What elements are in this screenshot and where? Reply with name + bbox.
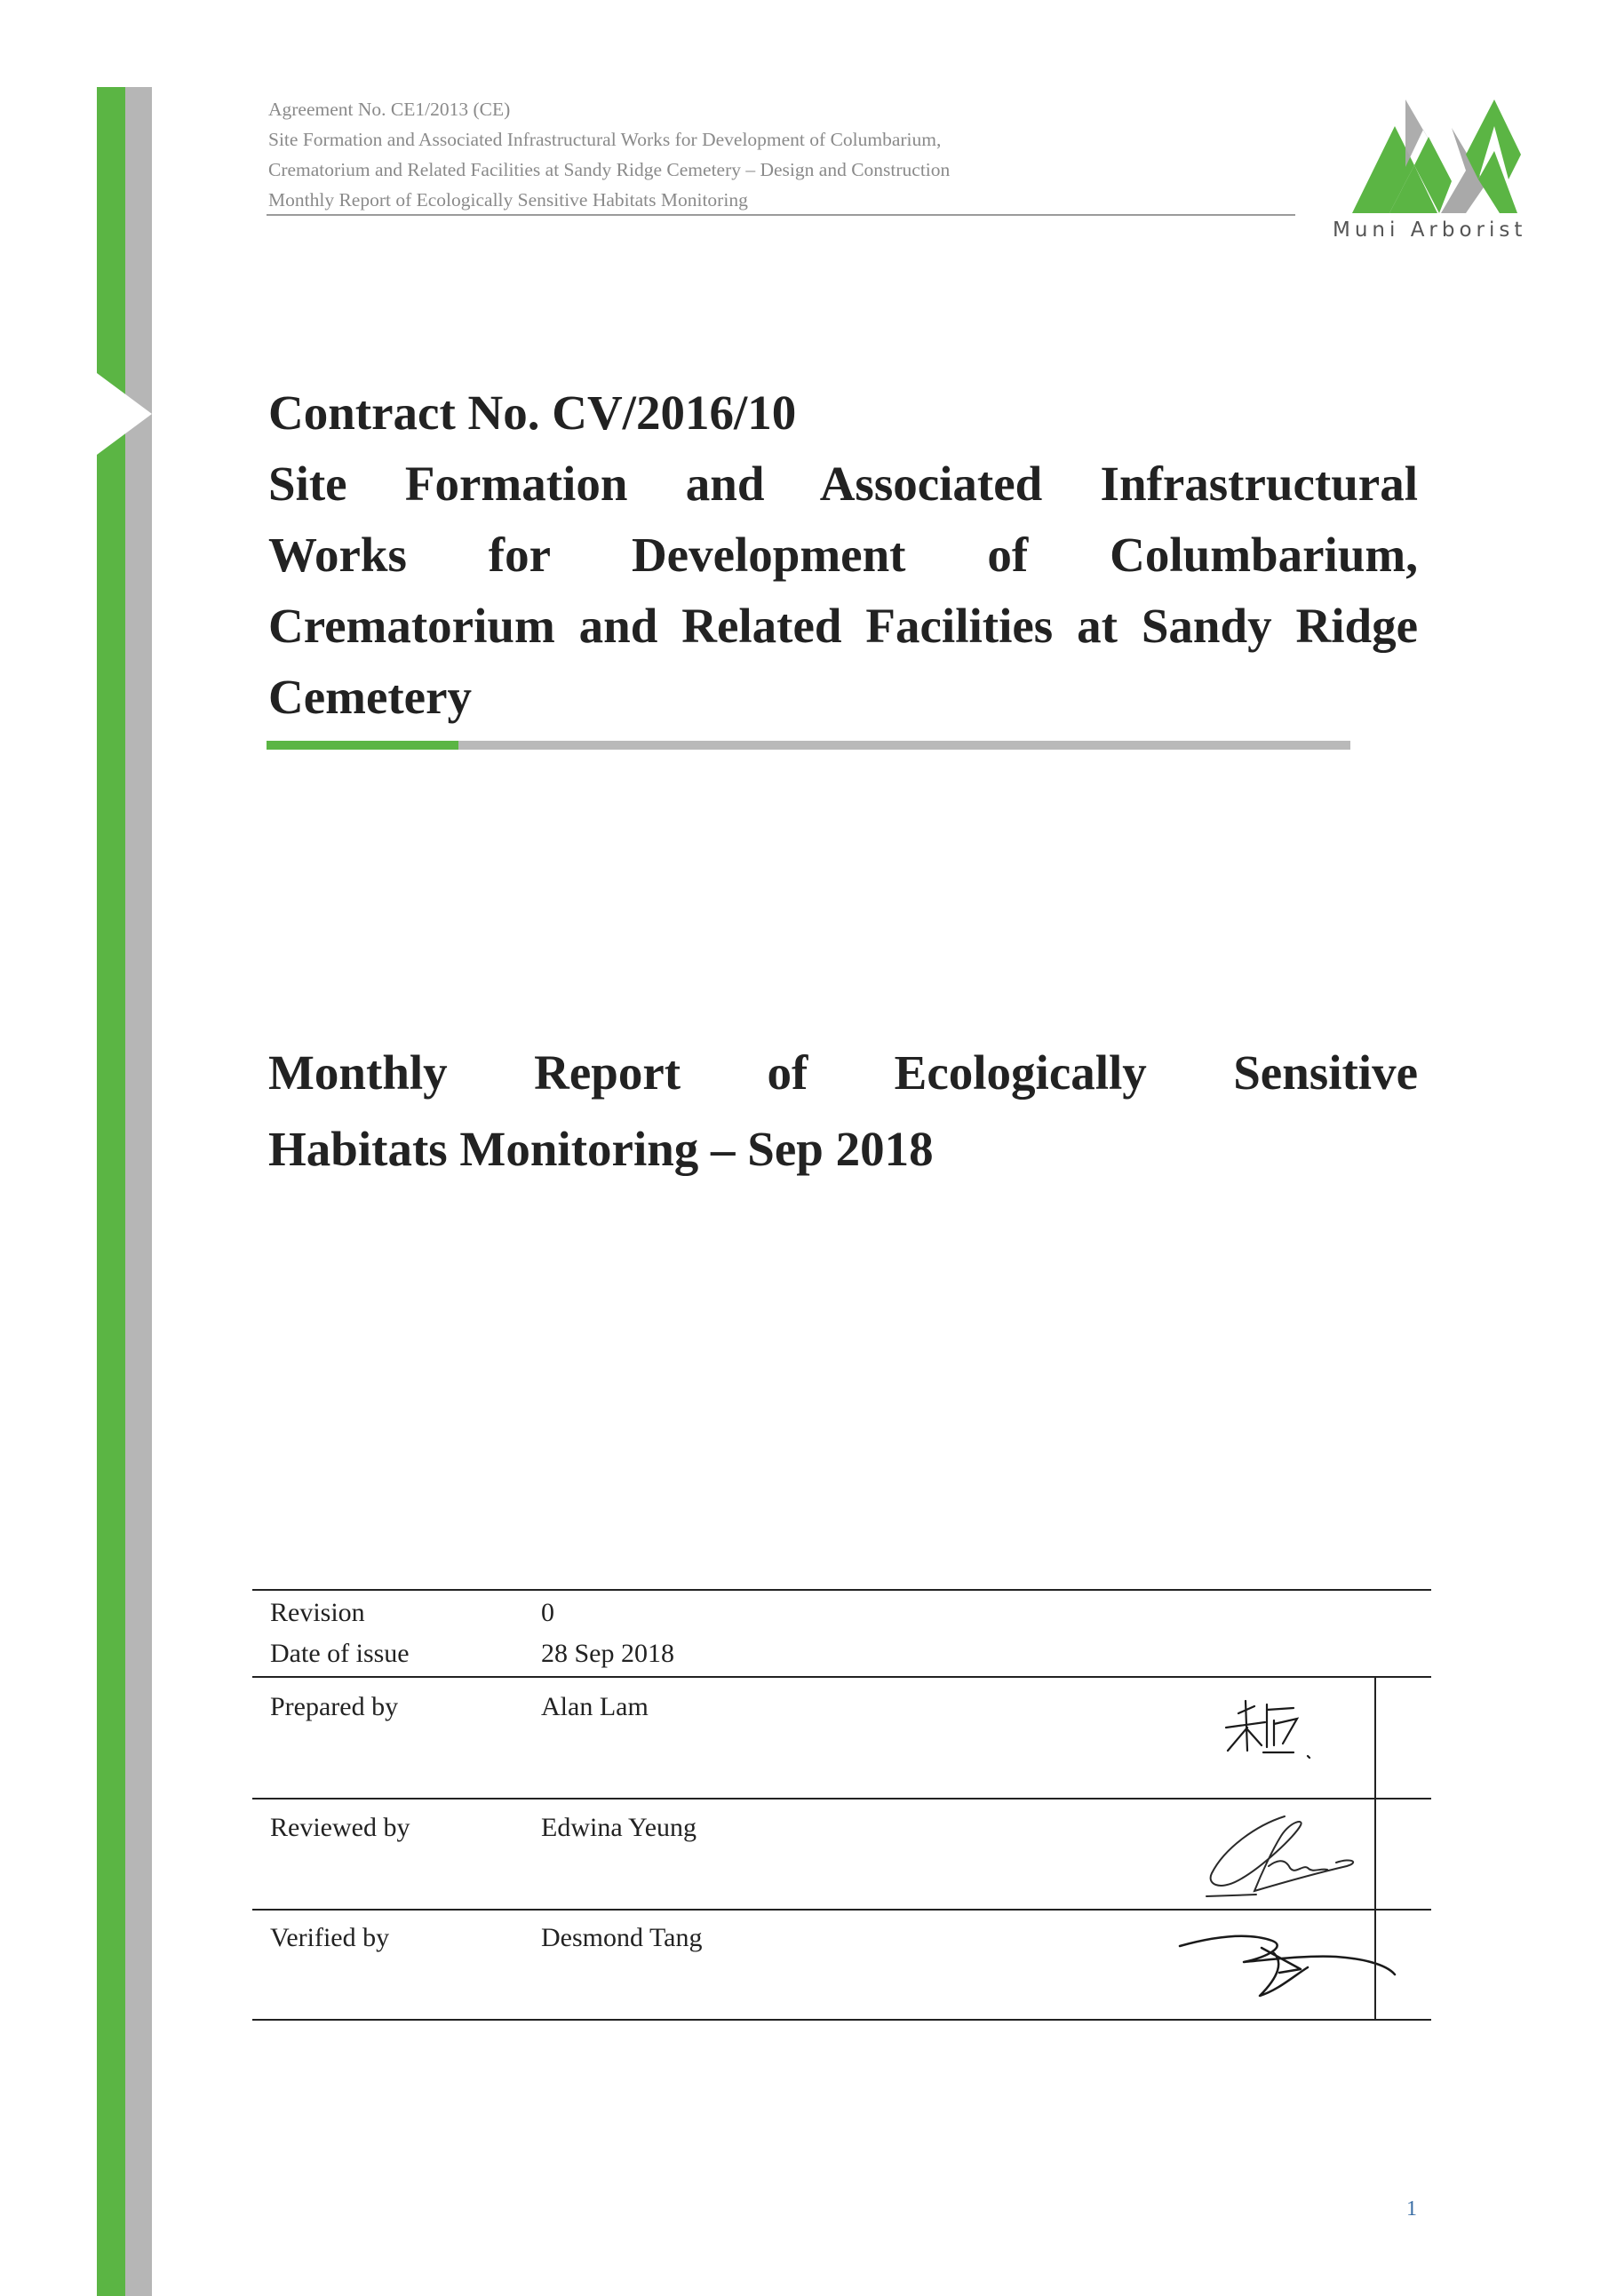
- table-rule-2: [252, 1676, 1431, 1678]
- contract-title-line-1: Site Formation and Associated Infrastructural: [268, 457, 1418, 511]
- contract-title-line-4: Cemetery: [268, 670, 472, 724]
- revision-label: Revision: [270, 1598, 365, 1627]
- report-title-block: [268, 1035, 1418, 1188]
- table-rule-3: [252, 1798, 1431, 1799]
- header-divider: [267, 214, 1295, 216]
- prepared-by-value: Alan Lam: [541, 1692, 649, 1721]
- reviewed-by-value: Edwina Yeung: [541, 1813, 697, 1842]
- reviewed-by-label: Reviewed by: [270, 1813, 410, 1842]
- logo-wordmark: Muni Arborist: [1333, 218, 1527, 242]
- prepared-signature: [1221, 1697, 1327, 1768]
- table-rule-4: [252, 1909, 1431, 1911]
- left-bar-notch: [97, 373, 152, 455]
- header-line-project-1: Site Formation and Associated Infrastructural Works for Development of Columbarium,: [268, 129, 942, 150]
- company-logo: [1333, 99, 1537, 242]
- reviewed-signature: [1203, 1809, 1363, 1909]
- header-line-report: Monthly Report of Ecologically Sensitive Habitats Monitoring: [268, 189, 748, 211]
- prepared-by-label: Prepared by: [270, 1692, 399, 1721]
- date-of-issue-label: Date of issue: [270, 1639, 410, 1668]
- title-underline-gray: [458, 741, 1350, 750]
- report-title-line-2: Habitats Monitoring – Sep 2018: [268, 1122, 934, 1176]
- table-top-rule: [252, 1589, 1431, 1591]
- contract-title-line-3: Crematorium and Related Facilities at Sandy Ridge: [268, 599, 1418, 653]
- header-line-project-2: Crematorium and Related Facilities at Sandy Ridge Cemetery – Design and Construction: [268, 159, 951, 180]
- verified-by-label: Verified by: [270, 1923, 390, 1952]
- report-title-line-1: Monthly Report of Ecologically Sensitive: [268, 1045, 1418, 1100]
- verified-by-value: Desmond Tang: [541, 1923, 703, 1952]
- revision-value: 0: [541, 1598, 554, 1627]
- page-number: 1: [1406, 2197, 1417, 2221]
- signature-column-divider: [1374, 1676, 1376, 2019]
- verified-signature: [1176, 1918, 1398, 2006]
- document-header: [268, 94, 1299, 215]
- date-of-issue-value: 28 Sep 2018: [541, 1639, 674, 1668]
- mountain-logo-icon: [1352, 99, 1521, 215]
- contract-title-line-2: Works for Development of Columbarium,: [268, 528, 1418, 582]
- title-underline-green: [267, 741, 458, 750]
- contract-title-block: [268, 377, 1418, 733]
- table-bottom-rule: [252, 2019, 1431, 2021]
- header-line-agreement: Agreement No. CE1/2013 (CE): [268, 99, 511, 120]
- contract-number: Contract No. CV/2016/10: [268, 385, 797, 440]
